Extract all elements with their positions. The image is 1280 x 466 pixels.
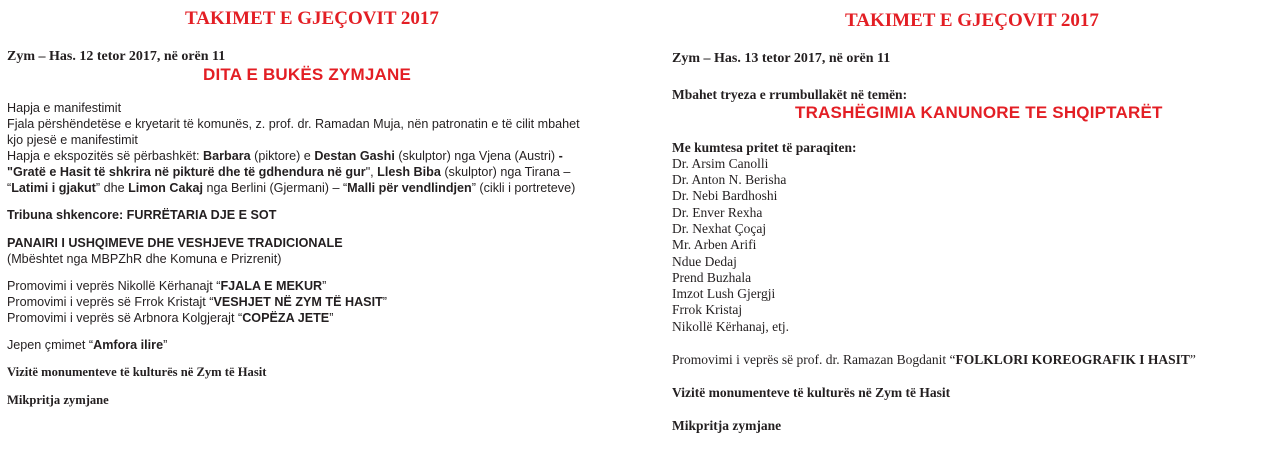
exhibition-line-3	[7, 180, 575, 196]
greeting-line-1: Fjala përshëndetëse e kryetarit të komunës, z. prof. dr. Ramadan Muja, nën patronatin e të cilit mbahet	[7, 117, 580, 131]
artist-name: Llesh Biba	[377, 165, 441, 179]
speaker-item: Nikollë Kërhanaj, etj.	[672, 319, 789, 334]
left-day-title: DITA E BUKËS ZYMJANE	[203, 65, 412, 84]
promotion-line-3	[7, 310, 333, 326]
promotion-line-2	[7, 294, 387, 310]
text-segment: Jepen çmimet “	[7, 338, 94, 352]
artist-name: Barbara	[203, 149, 251, 163]
opening-line: Hapja e manifestimit	[7, 101, 122, 115]
book-title: FOLKLORI KOREOGRAFIK I HASIT	[955, 352, 1190, 367]
text-segment: ” dhe	[95, 181, 129, 195]
speaker-item: Prend Buzhala	[672, 270, 752, 285]
fair-line	[7, 235, 343, 251]
text-segment: ",	[365, 165, 378, 179]
left-visit-line: Vizitë monumenteve të kulturës në Zym të Hasit	[7, 365, 267, 379]
speaker-item: Imzot Lush Gjergji	[672, 286, 776, 301]
text-segment: Promovimi i veprës së prof. dr. Ramazan Bogdanit “	[672, 352, 956, 367]
roundtable-topic: TRASHËGIMIA KANUNORE TE SHQIPTARËT	[795, 103, 1163, 122]
roundtable-line: Mbahet tryeza e rrumbullakët në temën:	[672, 87, 908, 102]
text-segment: ”	[1189, 352, 1196, 367]
exhibition-line-2	[7, 164, 570, 180]
book-title: COPËZA JETE	[242, 311, 330, 325]
tribune-text: Tribuna shkencore: FURRËTARIA DJE E SOT	[7, 208, 277, 222]
speaker-item: Dr. Anton N. Berisha	[672, 172, 787, 187]
exhibition-line-1	[7, 148, 563, 164]
right-event-date: Zym – Has. 13 tetor 2017, në orën 11	[672, 51, 891, 66]
right-visit-line: Vizitë monumenteve të kulturës në Zym të Hasit	[672, 385, 951, 400]
speaker-item: Dr. Nebi Bardhoshi	[672, 188, 778, 203]
award-name: Amfora ilire	[93, 338, 164, 352]
text-segment: (piktore) e	[250, 149, 315, 163]
speaker-item: Mr. Arben Arifi	[672, 237, 757, 252]
artist-name: Destan Gashi	[314, 149, 395, 163]
text-segment: Promovimi i veprës Nikollë Kërhanajt “	[7, 279, 221, 293]
text-segment: ” (cikli i portreteve)	[471, 181, 576, 195]
exhibition-title: Latimi i gjakut	[11, 181, 96, 195]
exhibition-title: "Gratë e Hasit të shkrira në pikturë dhe të gdhendura në gur	[7, 165, 366, 179]
speaker-item: Dr. Arsim Canolli	[672, 156, 769, 171]
right-reception-line: Mikpritja zymjane	[672, 418, 782, 433]
speaker-item: Frrok Kristaj	[672, 302, 743, 317]
speaker-item: Dr. Enver Rexha	[672, 205, 763, 220]
text-segment: “	[7, 181, 12, 195]
text-segment: (skulptor) nga Vjena (Austri)	[394, 149, 559, 163]
left-event-date: Zym – Has. 12 tetor 2017, në orën 11	[7, 49, 226, 64]
text-segment: ”	[322, 279, 327, 293]
speaker-item: Dr. Nexhat Çoçaj	[672, 221, 767, 236]
speakers-heading: Me kumtesa pritet të paraqiten:	[672, 140, 857, 155]
text-segment: nga Berlini (Gjermani) – “	[202, 181, 348, 195]
text-segment: ”	[329, 311, 334, 325]
text-segment: -	[558, 149, 563, 163]
book-title: FJALA E MEKUR	[220, 279, 323, 293]
left-event-title: TAKIMET E GJEÇOVIT 2017	[185, 8, 439, 29]
fair-support-line: (Mbështet nga MBPZhR dhe Komuna e Prizrenit)	[7, 252, 282, 266]
greeting-line-2: kjo pjesë e manifestimit	[7, 133, 138, 147]
exhibition-title: Malli për vendlindjen	[347, 181, 472, 195]
fair-text: PANAIRI I USHQIMEVE DHE VESHJEVE TRADICIONALE	[7, 236, 343, 250]
book-title: VESHJET NË ZYM TË HASIT	[213, 295, 383, 309]
text-segment: ”	[382, 295, 387, 309]
artist-name: Limon Cakaj	[128, 181, 203, 195]
tribune-line	[7, 207, 276, 223]
text-segment: Promovimi i veprës së Arbnora Kolgjerajt “	[7, 311, 243, 325]
left-reception-line: Mikpritja zymjane	[7, 393, 109, 407]
right-promotion-line	[672, 352, 1196, 368]
text-segment: Promovimi i veprës së Frrok Kristajt “	[7, 295, 214, 309]
text-segment: ”	[163, 338, 168, 352]
promotion-line-1	[7, 278, 326, 294]
text-segment: (skulptor) nga Tirana –	[440, 165, 571, 179]
award-line	[7, 337, 167, 353]
text-segment: Hapja e ekspozitës së përbashkët:	[7, 149, 204, 163]
right-event-title: TAKIMET E GJEÇOVIT 2017	[845, 10, 1099, 31]
speaker-item: Ndue Dedaj	[672, 254, 737, 269]
